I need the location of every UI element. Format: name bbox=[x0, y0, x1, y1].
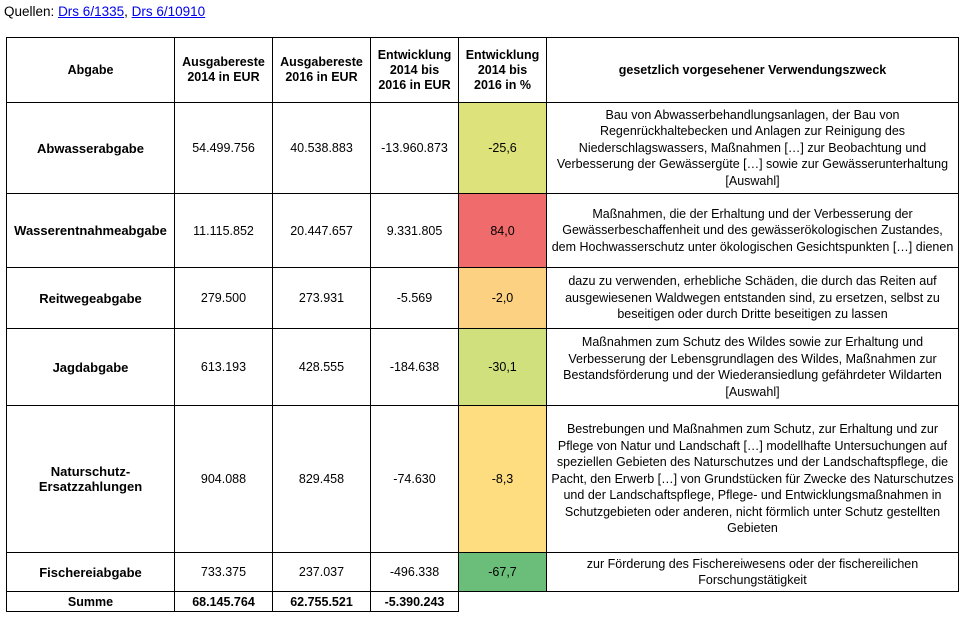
table-row bbox=[7, 329, 959, 406]
row-verwendungszweck: dazu zu verwenden, erhebliche Schäden, die durch das Reiten auf ausgewiesenen Waldwegen entstanden sind, zu ersetzen, selbst zu beseitigen oder durch Dritte beseitigen zu lassen bbox=[547, 268, 959, 329]
table-row bbox=[7, 553, 959, 592]
row-verwendungszweck: Bau von Abwasserbehandlungsanlagen, der Bau von Regenrückhaltebecken und Anlagen zur Reinigung des Niederschlagswassers, Maßnahmen […] zur Beobachtung und Verbesserung der Gewässergüte […] sowie zur Gewässerunterhaltung [Auswahl] bbox=[547, 103, 959, 194]
row-rest-2016: 20.447.657 bbox=[273, 194, 371, 268]
row-entwicklung-prozent: -25,6 bbox=[459, 103, 547, 194]
row-rest-2014: 904.088 bbox=[175, 406, 273, 553]
row-abgabe: Naturschutz-Ersatzzahlungen bbox=[7, 406, 175, 553]
source-link-drs-6-10910[interactable]: Drs 6/10910 bbox=[131, 4, 206, 19]
row-entwicklung-eur: -184.638 bbox=[371, 329, 459, 406]
table-row bbox=[7, 406, 959, 553]
header-ausgabereste-2016: Ausgabereste 2016 in EUR bbox=[273, 38, 371, 103]
row-rest-2014: 613.193 bbox=[175, 329, 273, 406]
row-rest-2014: 279.500 bbox=[175, 268, 273, 329]
header-verwendungszweck: gesetzlich vorgesehener Verwendungszweck bbox=[547, 38, 959, 103]
row-abgabe: Wasserentnahmeabgabe bbox=[7, 194, 175, 268]
row-entwicklung-eur: -74.630 bbox=[371, 406, 459, 553]
row-abgabe: Fischereiabgabe bbox=[7, 553, 175, 592]
row-entwicklung-prozent: -67,7 bbox=[459, 553, 547, 592]
row-abgabe: Jagdabgabe bbox=[7, 329, 175, 406]
row-rest-2016: 829.458 bbox=[273, 406, 371, 553]
row-rest-2016: 273.931 bbox=[273, 268, 371, 329]
sum-empty-cell bbox=[547, 592, 959, 612]
row-entwicklung-prozent: -30,1 bbox=[459, 329, 547, 406]
table-row bbox=[7, 103, 959, 194]
row-entwicklung-eur: -5.569 bbox=[371, 268, 459, 329]
sources-separator: , bbox=[124, 4, 128, 19]
row-entwicklung-prozent: 84,0 bbox=[459, 194, 547, 268]
row-rest-2016: 40.538.883 bbox=[273, 103, 371, 194]
sum-rest-2014: 68.145.764 bbox=[175, 592, 273, 612]
row-verwendungszweck: zur Förderung des Fischereiwesens oder der fischereilichen Forschungstätigkeit bbox=[547, 553, 959, 592]
header-entwicklung-prozent: Entwicklung 2014 bis 2016 in % bbox=[459, 38, 547, 103]
row-rest-2016: 237.037 bbox=[273, 553, 371, 592]
row-rest-2014: 733.375 bbox=[175, 553, 273, 592]
sum-row bbox=[7, 592, 959, 612]
row-abgabe: Reitwegeabgabe bbox=[7, 268, 175, 329]
header-ausgabereste-2014: Ausgabereste 2014 in EUR bbox=[175, 38, 273, 103]
row-rest-2016: 428.555 bbox=[273, 329, 371, 406]
header-row bbox=[7, 38, 959, 103]
source-link-drs-6-1335[interactable]: Drs 6/1335 bbox=[58, 4, 125, 19]
row-entwicklung-prozent: -8,3 bbox=[459, 406, 547, 553]
sum-label: Summe bbox=[7, 592, 175, 612]
row-verwendungszweck: Bestrebungen und Maßnahmen zum Schutz, zur Erhaltung und zur Pflege von Natur und Landschaft […] modellhafte Untersuchungen auf speziellen Gebieten des Naturschutzes und der Landschaftspflege, die Pacht, den Erwerb […] von Grundstücken für Zwecke des Naturschutzes und der Landschaftspflege, Pflege- und Entwicklungsmaßnahmen in Schutzgebieten oder anderen, nicht förmlich unter Schutz gestellten Gebieten bbox=[547, 406, 959, 553]
header-entwicklung-eur: Entwicklung 2014 bis 2016 in EUR bbox=[371, 38, 459, 103]
row-entwicklung-eur: -13.960.873 bbox=[371, 103, 459, 194]
row-entwicklung-eur: -496.338 bbox=[371, 553, 459, 592]
row-verwendungszweck: Maßnahmen zum Schutz des Wildes sowie zur Erhaltung und Verbesserung der Lebensgrundlagen des Wildes, Maßnahmen zur Bestandsförderung und der Wiederansiedlung gefährdeter Wildarten [Auswahl] bbox=[547, 329, 959, 406]
row-entwicklung-eur: 9.331.805 bbox=[371, 194, 459, 268]
abgaben-table bbox=[6, 37, 959, 612]
table-row bbox=[7, 194, 959, 268]
sources-line bbox=[4, 3, 205, 21]
row-verwendungszweck: Maßnahmen, die der Erhaltung und der Verbesserung der Gewässerbeschaffenheit und des gewässerökologischen Zustandes, dem Hochwasserschutz unter ökologischen Gesichtspunkten […] dienen bbox=[547, 194, 959, 268]
sum-rest-2016: 62.755.521 bbox=[273, 592, 371, 612]
sum-empty-cell bbox=[459, 592, 547, 612]
table-row bbox=[7, 268, 959, 329]
sum-entwicklung-eur: -5.390.243 bbox=[371, 592, 459, 612]
row-rest-2014: 11.115.852 bbox=[175, 194, 273, 268]
row-abgabe: Abwasserabgabe bbox=[7, 103, 175, 194]
sources-label: Quellen: bbox=[4, 4, 55, 19]
row-rest-2014: 54.499.756 bbox=[175, 103, 273, 194]
header-abgabe: Abgabe bbox=[7, 38, 175, 103]
row-entwicklung-prozent: -2,0 bbox=[459, 268, 547, 329]
